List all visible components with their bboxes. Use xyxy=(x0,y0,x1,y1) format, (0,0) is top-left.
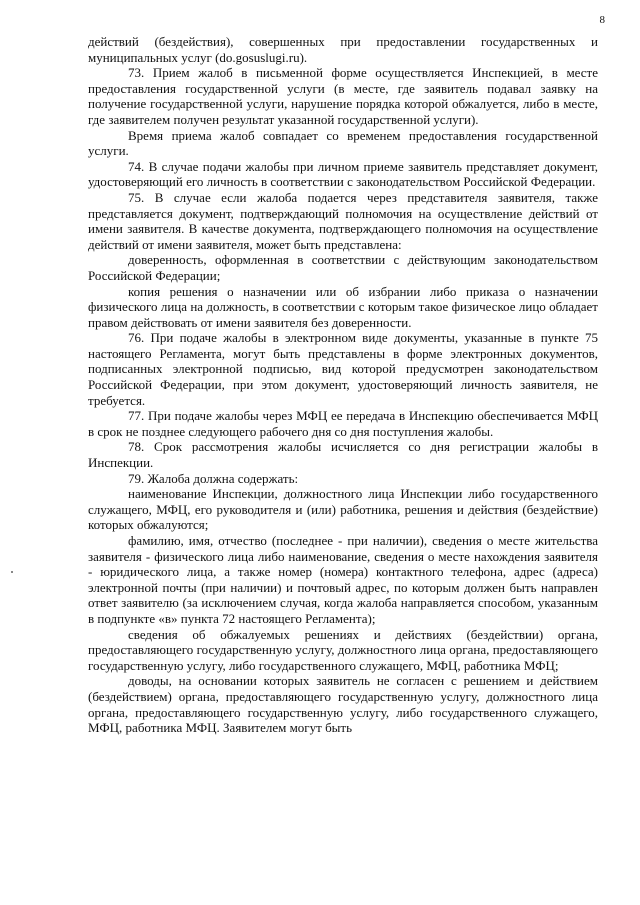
paragraph-p0: действий (бездействия), совершенных при предоставлении государственных и муниципальных услуг (do.gosuslugi.ru). xyxy=(88,34,598,65)
paragraph-p5: доверенность, оформленная в соответствии с действующим законодательством Российской Федерации; xyxy=(88,252,598,283)
paragraph-p12: фамилию, имя, отчество (последнее - при наличии), сведения о месте жительства заявителя - физического лица либо наименование, сведения о месте нахождения заявителя - юридического лица, а также номер (номера) контактного телефона, адрес (адреса) электронной почты (при наличии) и почтовый адрес, по которым должен быть направлен ответ заявителю (за исключением случая, когда жалоба направляется способом, указанным в подпункте «в» пункта 72 настоящего Регламента); xyxy=(88,533,598,626)
paragraph-p9: 78. Срок рассмотрения жалобы исчисляется со дня регистрации жалобы в Инспекции. xyxy=(88,439,598,471)
paragraph-p1: 73. Прием жалоб в письменной форме осуществляется Инспекцией, в месте предоставления государственной услуги (в месте, где заявитель подавал заявку на получение государственной услуги, нарушение порядка которой обжалуется, либо в месте, где заявителем получен результат указанной государственной услуги). xyxy=(88,65,598,127)
paragraph-p3: 74. В случае подачи жалобы при личном приеме заявитель представляет документ, удостоверяющий его личность в соответствии с законодательством Российской Федерации. xyxy=(88,158,598,190)
paragraph-p4: 75. В случае если жалоба подается через представителя заявителя, также представляется документ, подтверждающий полномочия на осуществление действий от имени заявителя. В качестве документа, подтверждающего полномочия на осуществление действий от имени заявителя, может быть представлена: xyxy=(88,189,598,252)
document-body xyxy=(88,34,598,736)
paragraph-p8: 77. При подаче жалобы через МФЦ ее передача в Инспекцию обеспечивается МФЦ в срок не позднее следующего рабочего дня со дня поступления жалобы. xyxy=(88,408,598,439)
paragraph-p11: наименование Инспекции, должностного лица Инспекции либо государственного служащего, МФЦ, его руководителя и (или) работника, решения и действия (бездействие) которых обжалуются; xyxy=(88,486,598,533)
paragraph-p14: доводы, на основании которых заявитель не согласен с решением и действием (бездействием) органа, предоставляющего государственную услугу, должностного лица органа, предоставляющего государственную услугу, либо государственного служащего, МФЦ, работника МФЦ. Заявителем могут быть xyxy=(88,673,598,736)
paragraph-p7: 76. При подаче жалобы в электронном виде документы, указанные в пункте 75 настоящего Регламента, могут быть представлены в форме электронных документов, подписанных электронной подписью, вид которой предусмотрен законодательством Российской Федерации, при этом документ, удостоверяющий личность заявителя, не требуется. xyxy=(88,330,598,408)
paragraph-p2: Время приема жалоб совпадает со временем предоставления государственной услуги. xyxy=(88,127,598,159)
paragraph-p13: сведения об обжалуемых решениях и действиях (бездействии) органа, предоставляющего государственную услугу, должностного лица органа, предоставляющего государственную услугу, либо государственного служащего, МФЦ, работника МФЦ; xyxy=(88,626,598,673)
paragraph-p6: копия решения о назначении или об избрании либо приказа о назначении физического лица на должность, в соответствии с которым такое физическое лицо обладает правом действовать от имени заявителя без доверенности. xyxy=(88,283,598,330)
paragraph-p10: 79. Жалоба должна содержать: xyxy=(128,470,299,486)
scan-mark xyxy=(11,571,13,573)
page-number: 8 xyxy=(599,14,605,26)
